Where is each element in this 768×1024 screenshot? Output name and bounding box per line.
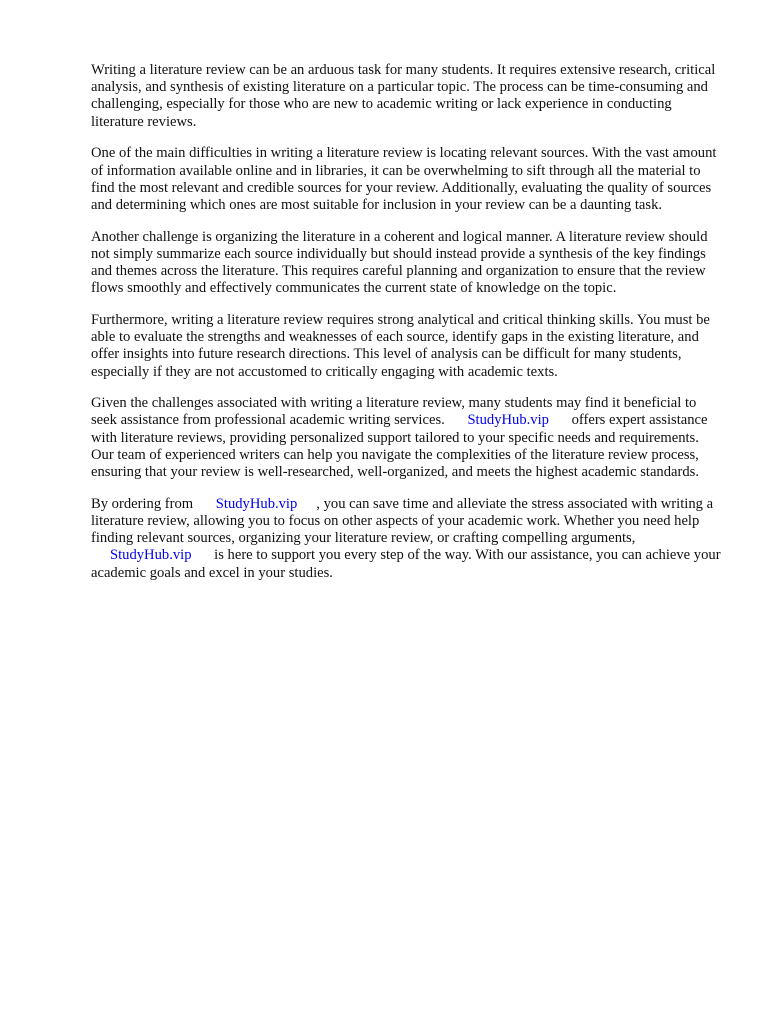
- paragraph-analysis: Furthermore, writing a literature review requires strong analytical and critical thinking skills. You must be able to evaluate the strengths and weaknesses of each source, identify gaps in the existing literature, and offer insights into future research directions. This level of analysis can be difficult for many students, especially if they are not accustomed to critically engaging with academic texts.: [91, 311, 710, 380]
- paragraph-assistance-text-end: offers expert assistance with literature reviews, providing personalized support tailored to your specific needs and requirements. Our team of experienced writers can help you navigate the complexities of the literature review process, ensuring that your review is well-researched, well-organized, and meets the highest academic standards.: [91, 412, 708, 481]
- paragraph-ordering-text-end: is here to support you every step of the way. With our assistance, you can achieve your academic goals and excel in your studies.: [91, 547, 721, 581]
- paragraph-sources: One of the main difficulties in writing a literature review is locating relevant sources. With the vast amount of information available online and in libraries, it can be overwhelming to sift through all the material to find the most relevant and credible sources for your review. Additionally, evaluating the quality of sources and determining which ones are most suitable for inclusion in your review can be a daunting task.: [91, 145, 717, 213]
- studyhub-link[interactable]: StudyHub.vip: [467, 412, 549, 429]
- paragraph-organization: Another challenge is organizing the literature in a coherent and logical manner. A literature review should not simply summarize each source individually but should instead provide a synthesis of the key findings and themes across the literature. This requires careful planning and organization to ensure that the review flows smoothly and effectively communicates the current state of knowledge on the topic.: [91, 228, 708, 297]
- document-body: [91, 62, 723, 596]
- paragraph-ordering: [91, 496, 723, 582]
- paragraph-ordering-text-start: By ordering from: [91, 495, 194, 512]
- paragraph-assistance: [91, 395, 723, 481]
- paragraph-assistance-text-start: Given the challenges associated with writing a literature review, many students may find it beneficial to seek assistance from professional academic writing services.: [91, 395, 697, 429]
- paragraph-intro: Writing a literature review can be an arduous task for many students. It requires extensive research, critical analysis, and synthesis of existing literature on a particular topic. The process can be time-consuming and challenging, especially for those who are new to academic writing or lack experience in conducting literature reviews.: [91, 62, 716, 130]
- studyhub-link[interactable]: StudyHub.vip: [215, 495, 298, 512]
- studyhub-link[interactable]: StudyHub.vip: [110, 547, 192, 564]
- paragraph-ordering-text-middle: , you can save time and alleviate the stress associated with writing a literature review, allowing you to focus on other aspects of your academic work. Whether you need help finding relevant sources, organizing your literature review, or crafting compelling arguments,: [91, 495, 714, 547]
